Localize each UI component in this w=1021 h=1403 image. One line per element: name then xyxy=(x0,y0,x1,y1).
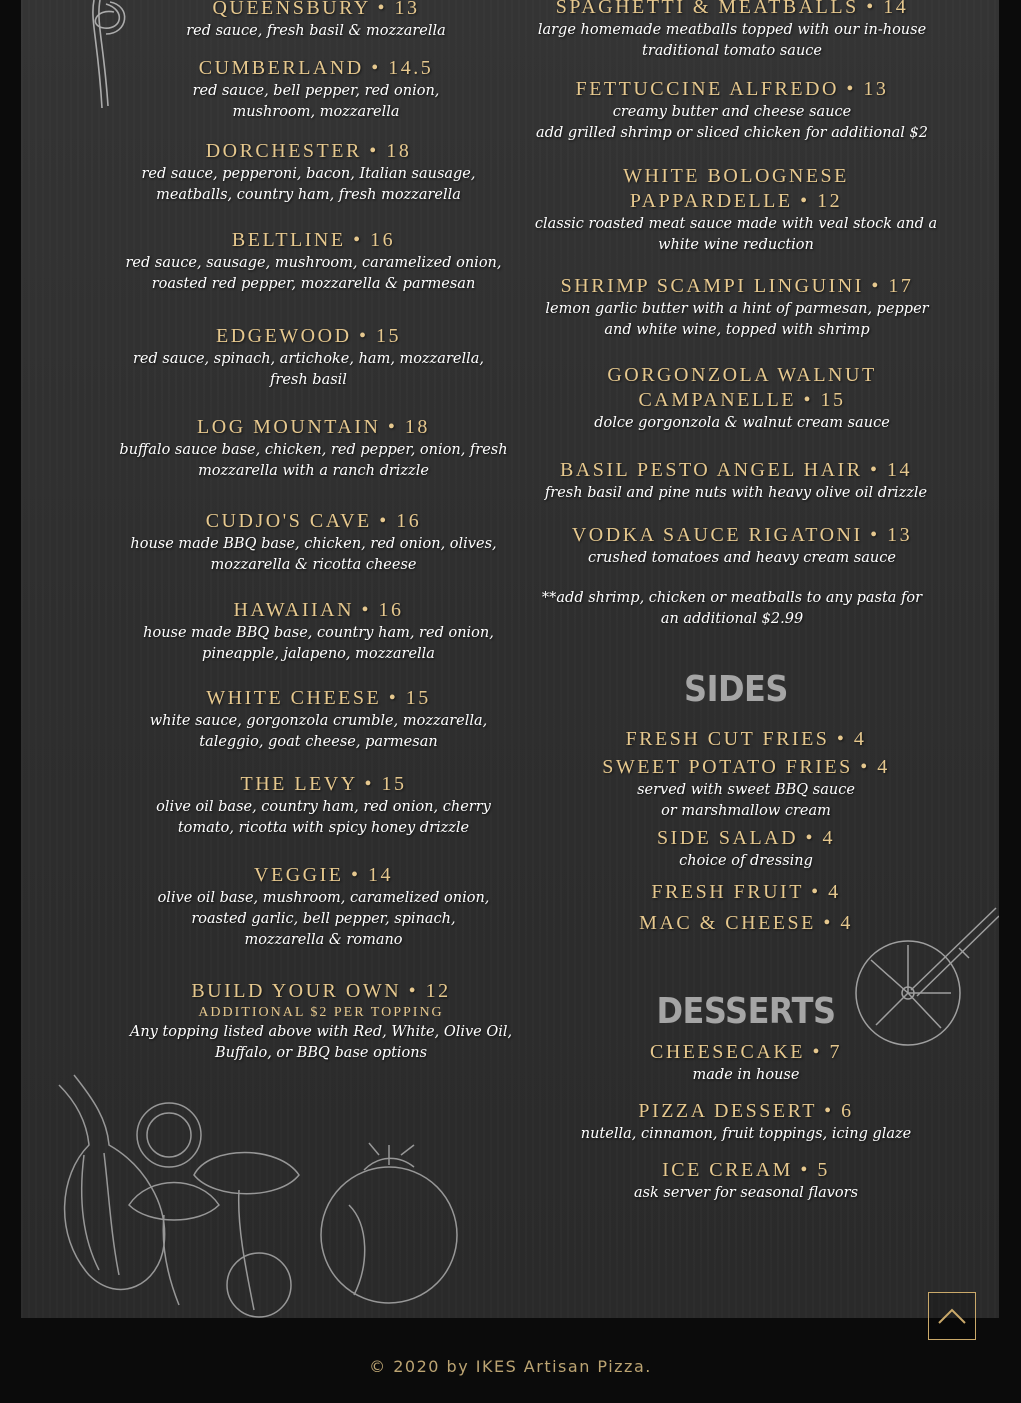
pizza-name: VEGGIE • 14 xyxy=(254,864,393,886)
pizza-name: THE LEVY • 15 xyxy=(240,773,407,795)
pizza-item-the-levy xyxy=(116,772,531,839)
pasta-desc: creamy butter and cheese sauce add grilled shrimp or sliced chicken for additional $2 xyxy=(536,104,928,141)
pizza-desc: Any topping listed above with Red, White, Olive Oil, Buffalo, or BBQ base options xyxy=(129,1024,513,1061)
pasta-item-spaghetti-meatballs xyxy=(526,0,938,62)
pizza-desc: white sauce, gorgonzola crumble, mozzarella, taleggio, goat cheese, parmesan xyxy=(149,713,488,750)
pasta-item-basil-pesto xyxy=(526,458,946,504)
side-item-mac-cheese xyxy=(546,911,946,936)
dessert-item-cheesecake xyxy=(546,1040,946,1086)
side-item-fresh-cut-fries xyxy=(546,727,946,752)
pizza-name: BUILD YOUR OWN • 12 xyxy=(191,980,451,1002)
pasta-name: VODKA SAUCE RIGATONI • 13 xyxy=(571,524,913,546)
pasta-add-on-note xyxy=(526,588,938,630)
pizza-name: EDGEWOOD • 15 xyxy=(215,325,402,347)
dessert-desc: made in house xyxy=(692,1067,800,1083)
footer-copyright: © 2020 by IKES Artisan Pizza. xyxy=(369,1357,652,1376)
dessert-name: CHEESECAKE • 7 xyxy=(649,1041,842,1063)
pizza-name: WHITE CHEESE • 15 xyxy=(206,687,431,709)
pizza-name: BELTLINE • 16 xyxy=(231,229,396,251)
pizza-item-beltline xyxy=(111,228,516,295)
pizza-item-build-your-own xyxy=(111,979,531,1064)
desserts-heading: DESSERTS xyxy=(656,990,836,1032)
side-item-sweet-potato-fries xyxy=(546,755,946,822)
pasta-name: BASIL PESTO ANGEL HAIR • 14 xyxy=(559,459,913,481)
sides-heading: SIDES xyxy=(684,668,788,710)
pasta-desc: dolce gorgonzola & walnut cream sauce xyxy=(594,415,890,431)
pasta-item-fettuccine-alfredo xyxy=(526,77,938,144)
vegetables-sketch-icon xyxy=(49,1065,469,1318)
pizza-item-dorchester xyxy=(101,139,516,206)
pasta-item-vodka-rigatoni xyxy=(536,523,948,569)
pizza-desc: olive oil base, mushroom, caramelized onion, roasted garlic, bell pepper, spinach, mozzarella & romano xyxy=(157,890,490,948)
pizza-name: HAWAIIAN • 16 xyxy=(233,599,404,621)
pizza-desc: red sauce, fresh basil & mozzarella xyxy=(186,23,446,39)
side-item-fresh-fruit xyxy=(546,880,946,905)
pasta-name: SHRIMP SCAMPI LINGUINI • 17 xyxy=(560,275,914,297)
pizza-desc: red sauce, bell pepper, red onion, mushroom, mozzarella xyxy=(192,83,440,120)
pizza-desc: red sauce, pepperoni, bacon, Italian sausage, meatballs, country ham, fresh mozzarella xyxy=(141,166,476,203)
dessert-item-ice-cream xyxy=(546,1158,946,1204)
side-desc: choice of dressing xyxy=(679,853,813,869)
pasta-desc: lemon garlic butter with a hint of parmesan, pepper and white wine, topped with shrimp xyxy=(545,301,929,338)
pizza-item-hawaiian xyxy=(111,598,526,665)
pasta-name: GORGONZOLA WALNUT CAMPANELLE • 15 xyxy=(607,364,877,411)
pizza-name: CUMBERLAND • 14.5 xyxy=(198,57,434,79)
side-name: SWEET POTATO FRIES • 4 xyxy=(602,756,890,778)
pizza-desc: house made BBQ base, country ham, red onion, pineapple, jalapeno, mozzarella xyxy=(143,625,494,662)
dessert-name: ICE CREAM • 5 xyxy=(662,1159,830,1181)
pasta-item-shrimp-scampi xyxy=(531,274,943,341)
pizza-desc: red sauce, sausage, mushroom, caramelized onion, roasted red pepper, mozzarella & parmesan xyxy=(125,255,502,292)
side-item-side-salad xyxy=(546,826,946,872)
pasta-name: FETTUCCINE ALFREDO • 13 xyxy=(575,78,889,100)
pizza-desc: house made BBQ base, chicken, red onion, olives, mozzarella & ricotta cheese xyxy=(130,536,497,573)
pizza-item-edgewood xyxy=(106,324,511,391)
pizza-desc: red sauce, spinach, artichoke, ham, mozzarella, fresh basil xyxy=(133,351,484,388)
scroll-to-top-button[interactable] xyxy=(928,1292,976,1340)
pasta-desc: crushed tomatoes and heavy cream sauce xyxy=(588,550,896,566)
pasta-item-white-bolognese xyxy=(526,164,946,256)
pasta-desc: fresh basil and pine nuts with heavy olive oil drizzle xyxy=(544,485,928,501)
side-name: SIDE SALAD • 4 xyxy=(656,827,836,849)
dessert-item-pizza-dessert xyxy=(546,1099,946,1145)
chevron-up-icon xyxy=(929,1293,975,1339)
pasta-desc: large homemade meatballs topped with our in-house traditional tomato sauce xyxy=(537,22,927,59)
side-desc: served with sweet BBQ sauce or marshmallow cream xyxy=(637,782,855,819)
pizza-item-cudjos-cave xyxy=(106,509,521,576)
pizza-item-veggie xyxy=(116,863,531,951)
pasta-name: SPAGHETTI & MEATBALLS • 14 xyxy=(555,0,909,18)
pasta-item-gorgonzola-walnut xyxy=(536,363,948,434)
pizza-desc: olive oil base, country ham, red onion, cherry tomato, ricotta with spicy honey drizzle xyxy=(156,799,491,836)
pizza-name: DORCHESTER • 18 xyxy=(205,140,412,162)
menu-board xyxy=(21,0,999,1318)
pasta-note-text: **add shrimp, chicken or meatballs to any pasta for an additional $2.99 xyxy=(541,590,923,627)
pizza-subtitle: ADDITIONAL $2 PER TOPPING xyxy=(198,1005,444,1020)
pizza-name: CUDJO'S CAVE • 16 xyxy=(205,510,422,532)
dessert-desc: ask server for seasonal flavors xyxy=(633,1185,859,1201)
pizza-name: QUEENSBURY • 13 xyxy=(212,0,420,19)
pasta-desc: classic roasted meat sauce made with veal stock and a white wine reduction xyxy=(534,216,938,253)
dessert-name: PIZZA DESSERT • 6 xyxy=(638,1100,854,1122)
pizza-item-cumberland xyxy=(111,56,521,123)
dessert-desc: nutella, cinnamon, fruit toppings, icing glaze xyxy=(580,1126,912,1142)
pizza-desc: buffalo sauce base, chicken, red pepper, onion, fresh mozzarella with a ranch drizzle xyxy=(119,442,508,479)
side-name: FRESH FRUIT • 4 xyxy=(651,881,841,903)
pizza-item-log-mountain xyxy=(106,415,521,482)
pizza-item-white-cheese xyxy=(111,686,526,753)
side-name: FRESH CUT FRIES • 4 xyxy=(625,728,867,750)
side-name: MAC & CHEESE • 4 xyxy=(639,912,853,934)
pasta-name: WHITE BOLOGNESE PAPPARDELLE • 12 xyxy=(623,165,849,212)
pizza-name: LOG MOUNTAIN • 18 xyxy=(197,416,430,438)
pizza-item-queensbury xyxy=(111,0,521,42)
